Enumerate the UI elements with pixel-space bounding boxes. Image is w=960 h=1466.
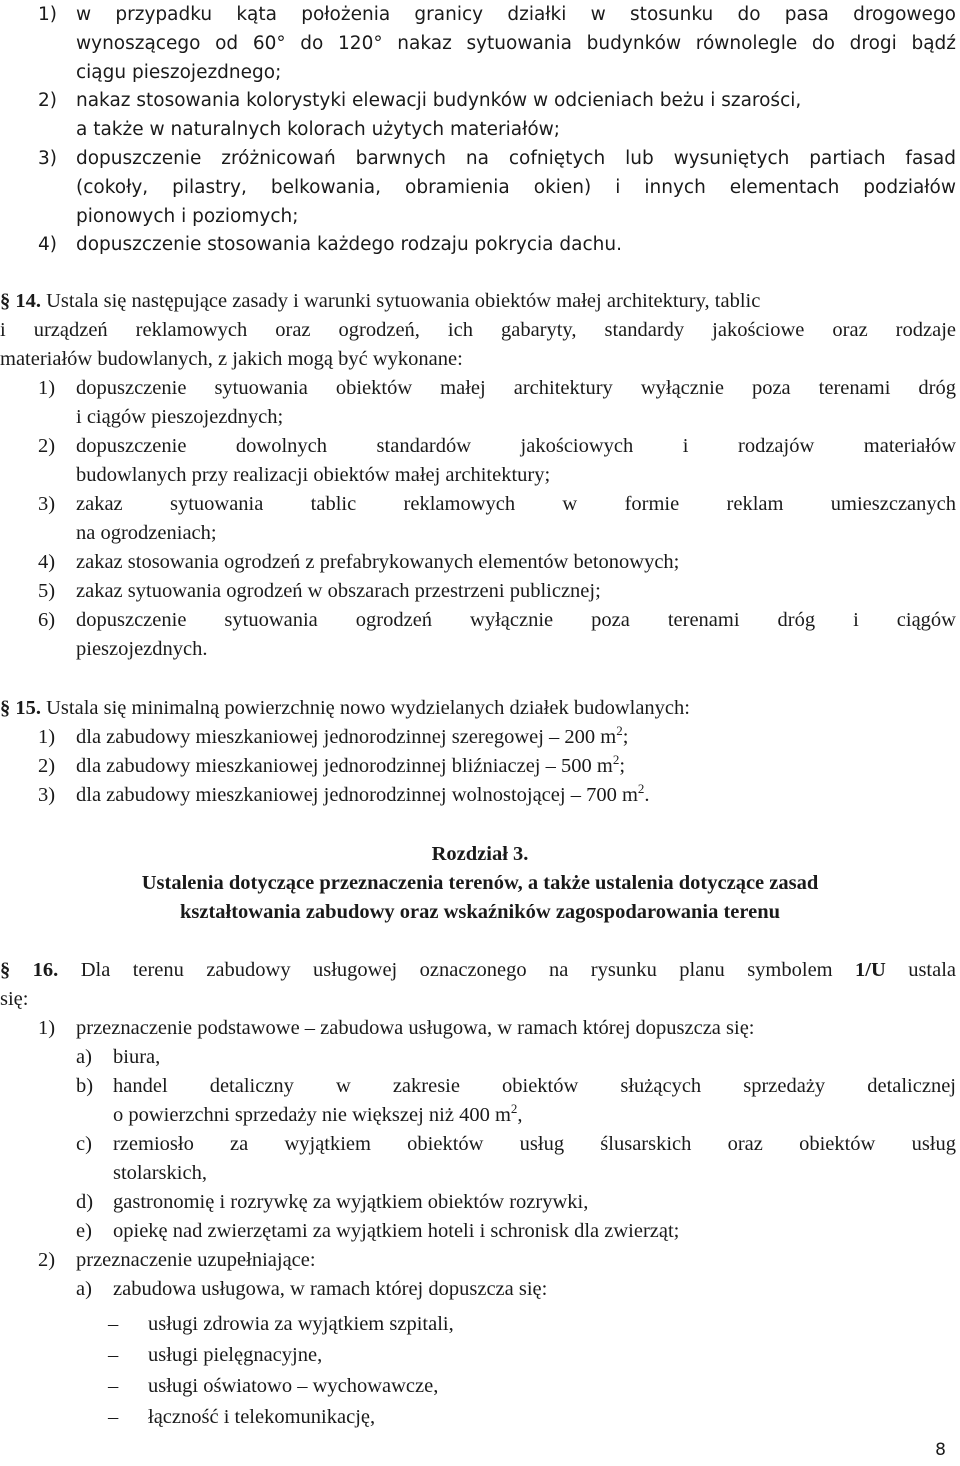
section-15-line	[0, 694, 690, 723]
item-text: dla zabudowy mieszkaniowej jednorodzinnej bliźniaczej – 500 m	[76, 755, 613, 777]
paragraph-line: dopuszczenie sytuowania obiektów małej architektury wyłącznie poza terenami dróg	[76, 377, 956, 399]
list-letter: b)	[76, 1075, 94, 1097]
dash-bullet: –	[108, 1406, 119, 1428]
list-letter: a)	[76, 1278, 92, 1300]
paragraph-line: biura,	[113, 1046, 161, 1068]
chapter-subtitle: kształtowania zabudowy oraz wskaźników zagospodarowania terenu	[179, 901, 781, 923]
paragraph-line: rzemiosło za wyjątkiem obiektów usług ślusarskich oraz obiektów usług	[113, 1133, 956, 1155]
item-text: dla zabudowy mieszkaniowej jednorodzinnej wolnostojącej – 700 m	[76, 784, 638, 806]
paragraph-line: budowlanych przy realizacji obiektów małej architektury;	[76, 464, 551, 486]
chapter-title: Rozdział 3.	[431, 843, 529, 865]
list-number: 4)	[38, 551, 56, 573]
item-tail: .	[644, 784, 650, 806]
paragraph-line: łączność i telekomunikację,	[148, 1406, 376, 1428]
paragraph-line: dopuszczenie stosowania każdego rodzaju pokrycia dachu.	[76, 234, 622, 255]
plan-symbol: 1/U	[855, 959, 886, 981]
list-number: 2)	[38, 1249, 56, 1271]
paragraph-line	[76, 723, 628, 752]
paragraph-line: dopuszczenie zróżnicowań barwnych na cofniętych lub wysuniętych partiach fasad	[76, 148, 956, 169]
paragraph-line: a także w naturalnych kolorach użytych materiałów;	[76, 119, 561, 140]
page-number: 8	[935, 1440, 946, 1460]
paragraph-line: materiałów budowlanych, z jakich mogą być wykonane:	[0, 348, 463, 370]
list-number: 4)	[38, 234, 57, 255]
paragraph-line: się:	[0, 988, 29, 1010]
list-number: 1)	[38, 726, 56, 748]
section-text: ustala	[908, 959, 957, 981]
item-text: dla zabudowy mieszkaniowej jednorodzinnej szeregowej – 200 m	[76, 726, 617, 748]
paragraph-line: zakaz stosowania ogrodzeń z prefabrykowanych elementów betonowych;	[76, 551, 680, 573]
list-number: 3)	[38, 784, 56, 806]
section-text: Dla terenu zabudowy usługowej oznaczonego na rysunku planu symbolem	[80, 959, 833, 981]
paragraph-line: ciągu pieszojezdnego;	[76, 62, 282, 83]
dash-bullet: –	[108, 1313, 119, 1335]
paragraph-line: usługi zdrowia za wyjątkiem szpitali,	[148, 1313, 454, 1335]
paragraph-line: zakaz sytuowania ogrodzeń w obszarach przestrzeni publicznej;	[76, 580, 601, 602]
list-number: 2)	[38, 90, 57, 111]
list-number: 6)	[38, 609, 56, 631]
item-tail: ,	[517, 1104, 523, 1126]
paragraph-line: dopuszczenie dowolnych standardów jakościowych i rodzajów materiałów	[76, 435, 956, 457]
section-14-line	[0, 287, 956, 316]
list-letter: c)	[76, 1133, 92, 1155]
paragraph-line: (cokoły, pilastry, belkowania, obramienia okien) i innych elementach podziałów	[76, 177, 956, 198]
list-number: 1)	[38, 1017, 56, 1039]
paragraph-line	[76, 752, 625, 781]
paragraph-line: gastronomię i rozrywkę za wyjątkiem obiektów rozrywki,	[113, 1191, 589, 1213]
paragraph-line: przeznaczenie uzupełniające:	[76, 1249, 316, 1271]
item-tail: ;	[619, 755, 626, 777]
paragraph-line: i urządzeń reklamowych oraz ogrodzeń, ich gabaryty, standardy jakościowe oraz rodzaje	[0, 319, 956, 341]
superscript: 2	[510, 1101, 518, 1117]
dash-bullet: –	[108, 1344, 119, 1366]
paragraph-line: usługi pielęgnacyjne,	[148, 1344, 323, 1366]
paragraph-line: zabudowa usługowa, w ramach której dopuszcza się:	[113, 1278, 548, 1300]
paragraph-line: pieszojezdnych.	[76, 638, 208, 660]
superscript: 2	[637, 781, 645, 797]
paragraph-line: przeznaczenie podstawowe – zabudowa usługowa, w ramach której dopuszcza się:	[76, 1017, 755, 1039]
section-label: § 16.	[0, 959, 59, 981]
item-tail: ;	[622, 726, 629, 748]
paragraph-line: pionowych i poziomych;	[76, 206, 299, 227]
paragraph-line: na ogrodzeniach;	[76, 522, 217, 544]
paragraph-line: i ciągów pieszojezdnych;	[76, 406, 284, 428]
section-16-line	[0, 956, 956, 985]
item-text: o powierzchni sprzedaży nie większej niż 400 m	[113, 1104, 511, 1126]
list-number: 1)	[38, 4, 57, 25]
section-text: Ustala się minimalną powierzchnię nowo wydzielanych działek budowlanych:	[46, 697, 690, 719]
list-number: 3)	[38, 148, 57, 169]
list-letter: e)	[76, 1220, 92, 1242]
list-number: 5)	[38, 580, 56, 602]
list-letter: a)	[76, 1046, 92, 1068]
paragraph-line: usługi oświatowo – wychowawcze,	[148, 1375, 439, 1397]
paragraph-line: opiekę nad zwierzętami za wyjątkiem hoteli i schronisk dla zwierząt;	[113, 1220, 680, 1242]
section-label: § 15.	[0, 697, 41, 719]
list-number: 1)	[38, 377, 56, 399]
superscript: 2	[616, 723, 623, 739]
list-letter: d)	[76, 1191, 94, 1213]
section-label: § 14.	[0, 290, 41, 312]
paragraph-line: wynoszącego od 60° do 120° nakaz sytuowania budynków równolegle do drogi bądź	[76, 33, 956, 54]
paragraph-line: w przypadku kąta położenia granicy działki w stosunku do pasa drogowego	[76, 4, 956, 25]
paragraph-line	[76, 781, 650, 810]
chapter-subtitle: Ustalenia dotyczące przeznaczenia terenów, a także ustalenia dotyczące zasad	[141, 872, 819, 894]
paragraph-line	[113, 1101, 523, 1130]
paragraph-line: zakaz sytuowania tablic reklamowych w formie reklam umieszczanych	[76, 493, 956, 515]
dash-bullet: –	[108, 1375, 119, 1397]
list-number: 2)	[38, 755, 56, 777]
superscript: 2	[612, 752, 620, 768]
paragraph-line: stolarskich,	[113, 1162, 207, 1184]
list-number: 2)	[38, 435, 56, 457]
paragraph-line: dopuszczenie sytuowania ogrodzeń wyłącznie poza terenami dróg i ciągów	[76, 609, 956, 631]
list-number: 3)	[38, 493, 56, 515]
paragraph-line: nakaz stosowania kolorystyki elewacji budynków w odcieniach beżu i szarości,	[76, 90, 802, 111]
section-text: Ustala się następujące zasady i warunki sytuowania obiektów małej architektury, tablic	[46, 290, 761, 312]
paragraph-line: handel detaliczny w zakresie obiektów służących sprzedaży detalicznej	[113, 1075, 956, 1097]
